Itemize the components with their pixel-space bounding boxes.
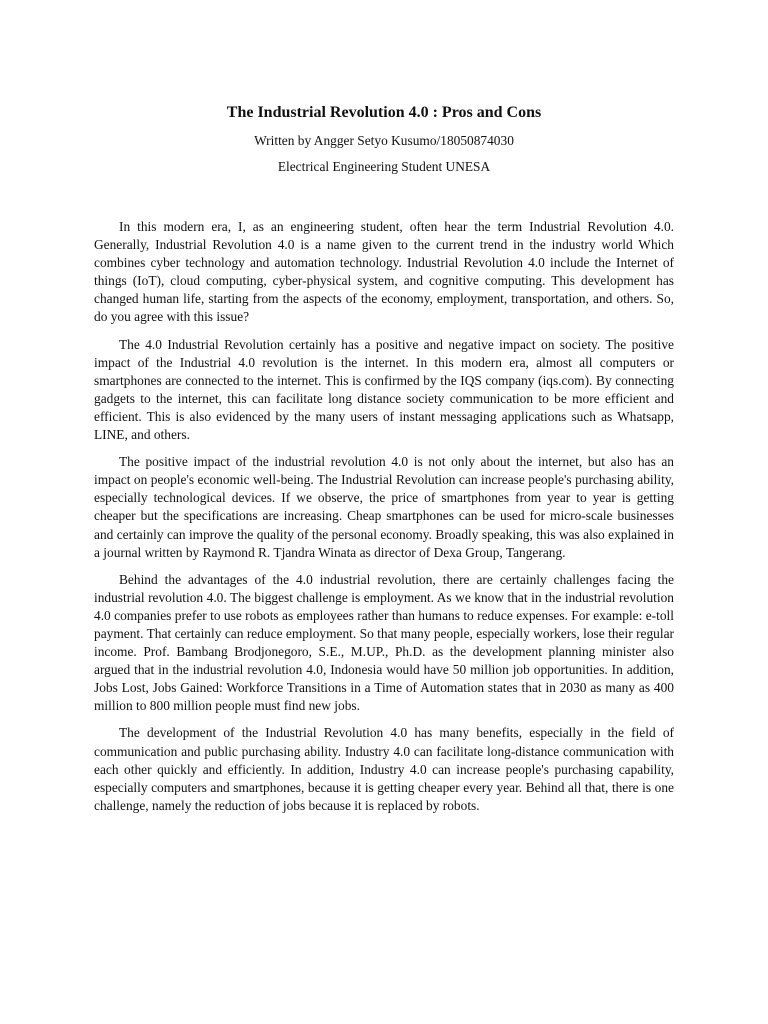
- paragraph-challenges: Behind the advantages of the 4.0 industrial revolution, there are certainly challenges facing the industrial revolution 4.0. The biggest challenge is employment. As we know that in the industrial revolution 4.0 companies prefer to use robots as employees rather than humans to reduce expenses. For example: e-toll payment. That certainly can reduce employment. So that many people, especially workers, lose their regular income. Prof. Bambang Brodjonegoro, S.E., M.UP., Ph.D. as the development planning minister also argued that in the industrial revolution 4.0, Indonesia would have 50 million job opportunities. In addition, Jobs Lost, Jobs Gained: Workforce Transitions in a Time of Automation states that in 2030 as many as 400 million to 800 million people must find new jobs.: [94, 571, 674, 714]
- paragraph-intro: In this modern era, I, as an engineering student, often hear the term Industrial Revolution 4.0. Generally, Industrial Revolution 4.0 is a name given to the current trend in the industry world Which combines cyber technology and automation technology. Industrial Revolution 4.0 include the Internet of things (IoT), cloud computing, cyber-physical system, and cognitive computing. This development has changed human life, starting from the aspects of the economy, employment, transportation, and others. So, do you agree with this issue?: [94, 219, 674, 325]
- paragraph-conclusion: The development of the Industrial Revolution 4.0 has many benefits, especially in the field of communication and public purchasing ability. Industry 4.0 can facilitate long-distance communication with each other quickly and efficiently. In addition, Industry 4.0 can increase people's purchasing capability, especially computers and smartphones, because it is getting cheaper every year. Behind all that, there is one challenge, namely the reduction of jobs because it is replaced by robots.: [94, 725, 674, 813]
- paragraph-positive-economy: The positive impact of the industrial revolution 4.0 is not only about the internet, but also has an impact on people's economic well-being. The Industrial Revolution can increase people's purchasing ability, especially technological devices. If we observe, the price of smartphones from year to year is getting cheaper but the specifications are increasing. Cheap smartphones can be used for micro-scale businesses and certainly can improve the quality of the personal economy. Broadly speaking, this was also explained in a journal written by Raymond R. Tjandra Winata as director of Dexa Group, Tangerang.: [94, 454, 674, 560]
- author-affiliation: Electrical Engineering Student UNESA: [277, 159, 491, 174]
- paragraph-positive-internet: The 4.0 Industrial Revolution certainly has a positive and negative impact on society. The positive impact of the Industrial 4.0 revolution is the internet. In this modern era, almost all computers or smartphones are connected to the internet. This is confirmed by the IQS company (iqs.com). By connecting gadgets to the internet, this can facilitate long distance society communication to be more efficient and efficient. This is also evidenced by the many users of instant messaging applications such as Whatsapp, LINE, and others.: [94, 336, 674, 443]
- author-line: Written by Angger Setyo Kusumo/18050874030: [254, 133, 514, 148]
- essay-body: [94, 218, 674, 815]
- document-title: The Industrial Revolution 4.0 : Pros and Cons: [226, 104, 542, 121]
